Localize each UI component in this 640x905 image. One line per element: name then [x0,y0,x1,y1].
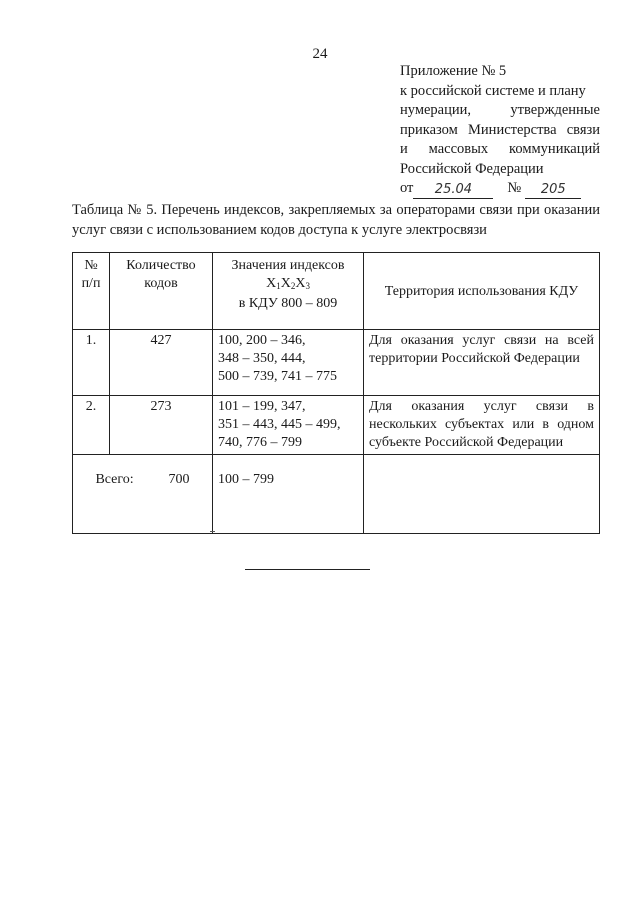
index-line: 348 – 350, 444, [218,351,306,366]
appendix-line: и массовых коммуникаций [400,141,600,157]
header-territory: Территория использования КДУ [364,253,600,330]
header-index-sub1: 1 [276,281,281,291]
table-row [73,396,600,455]
row-territory: Для оказания услуг связи на всей территории Российской Федерации [364,330,600,396]
row-qty: 273 [110,396,213,455]
total-cell [73,455,213,534]
total-label: Всего: [95,472,134,487]
header-num [73,253,110,330]
row-territory: Для оказания услуг связи в нескольких субъектах или в одном субъекте Российской Федерации [364,396,600,455]
index-line: 500 – 739, 741 – 775 [218,369,337,384]
date-prefix: от [400,180,414,196]
table-caption: Таблица № 5. Перечень индексов, закрепляемых за операторами связи при оказании услуг связи с использованием кодов доступа к услуге электросвязи [72,202,600,238]
table-total-row [73,455,600,534]
index-line: 740, 776 – 799 [218,435,302,450]
row-qty: 427 [110,330,213,396]
total-qty: 700 [168,472,190,487]
table-header-row [73,253,600,330]
page-number: 24 [312,46,328,62]
appendix-line: приказом Министерства связи [400,121,600,138]
index-line: 100, 200 – 346, [218,333,306,348]
appendix-block [400,62,600,199]
appendix-date-line [400,179,600,199]
header-index-x2: X [280,276,291,291]
row-num: 1. [73,330,110,396]
header-index-sub3: 3 [305,281,310,291]
row-num: 2. [73,396,110,455]
header-index-sub2: 2 [290,281,296,291]
header-index-x3: X [295,276,306,291]
appendix-line: нумерации, утвержденные [400,102,600,118]
row-index-values [213,396,364,455]
table-row [73,330,600,396]
row-index-values [213,330,364,396]
header-num-line2: п/п [81,276,101,291]
end-rule [245,569,370,570]
header-index-line3: в КДУ 800 – 809 [238,296,338,311]
index-line: 101 – 199, 347, [218,399,306,414]
header-index [213,253,364,330]
index-table [72,252,600,534]
handwritten-number: 205 [525,182,581,199]
appendix-line: Приложение № 5 [400,63,507,79]
number-prefix: № [507,180,522,196]
header-index-line1: Значения индексов [231,258,345,273]
total-territory [364,455,600,534]
index-line: 351 – 443, 445 – 499, [218,417,341,432]
total-index: 100 – 799 [213,455,364,534]
header-num-line1: № [84,258,98,273]
appendix-line: Российской Федерации [400,160,544,177]
appendix-line: к российской системе и плану [400,82,586,99]
handwritten-date: 25.04 [413,182,493,199]
header-qty: Количество кодов [110,253,213,330]
header-index-x1: X [266,276,277,291]
stray-mark [210,531,215,532]
